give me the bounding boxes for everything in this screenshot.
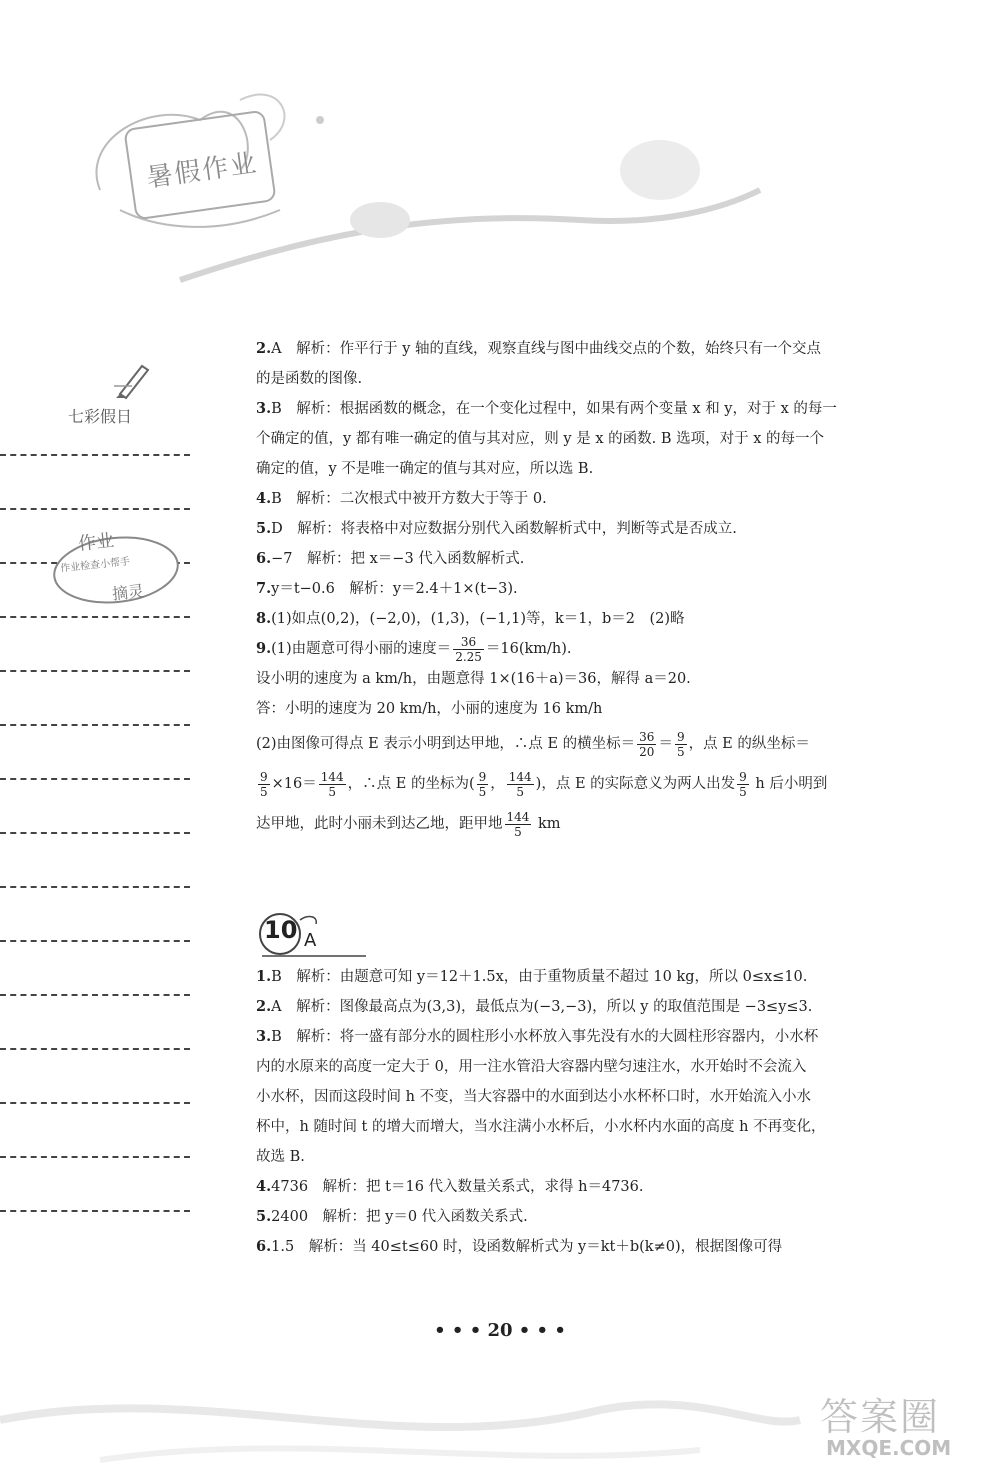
answer-item <box>256 514 896 544</box>
answer-text: 1.5 解析：当 40≤t≤60 时，设函数解析式为 y＝kt＋b(k≠0)，根据图像可得 <box>271 1239 783 1255</box>
answer-item <box>256 1172 896 1202</box>
stamp-extra: 摘灵 <box>111 581 146 604</box>
answer-number: 3. <box>256 400 272 417</box>
pen-icon <box>112 360 154 400</box>
watermark-url: MXQE.COM <box>826 1436 952 1460</box>
answer-number: 4. <box>256 1178 272 1195</box>
answer-number: 6. <box>256 550 272 567</box>
answer-text: −7 解析：把 x＝−3 代入函数解析式. <box>271 551 525 567</box>
answer-continuation: 故选 B. <box>256 1149 305 1165</box>
answer-item <box>256 544 896 574</box>
answer-text: 2400 解析：把 y＝0 代入函数关系式. <box>271 1209 528 1225</box>
fraction: $\frac{9}{5}$ <box>676 729 685 759</box>
answer-number: 6. <box>256 1238 272 1255</box>
q9-line4a: (2)由图像可得点 E 表示小明到达甲地，∴点 E 的横坐标＝ <box>256 736 636 752</box>
q9-number: 9. <box>256 640 272 657</box>
answer-number: 2. <box>256 998 272 1015</box>
answer-continuation: 个确定的值，y 都有唯一确定的值与其对应，则 y 是 x 的函数. B 选项，对于 x 的每一个 <box>256 431 824 447</box>
answer-text: A 解析：作平行于 y 轴的直线，观察直线与图中曲线交点的个数，始终只有一个交点 <box>271 341 822 357</box>
answer-number: 4. <box>256 490 272 507</box>
answer-text: B 解析：将一盛有部分水的圆柱形小水杯放入事先没有水的大圆柱形容器内，小水杯 <box>271 1029 819 1045</box>
answer-text: (1)如点(0,2)，(−2,0)，(1,3)，(−1,1)等，k＝1，b＝2 (2)略 <box>271 611 685 627</box>
answer-text: B 解析：由题意可知 y＝12＋1.5x，由于重物质量不超过 10 kg，所以 0≤x≤10. <box>271 969 808 985</box>
answer-text: B 解析：根据函数的概念，在一个变化过程中，如果有两个变量 x 和 y，对于 x 的每一 <box>271 401 837 417</box>
answer-item <box>256 1022 896 1052</box>
answer-item <box>256 962 896 992</box>
answer-text: y＝t−0.6 解析：y＝2.4＋1×(t−3). <box>271 581 518 597</box>
answer-item <box>256 1232 896 1262</box>
q9-line1a: (1)由题意可得小丽的速度＝ <box>271 641 452 657</box>
header-title: 暑假作业 <box>144 148 260 194</box>
answer-item <box>256 604 896 634</box>
fraction: $\frac{9}{5}$ <box>739 769 747 799</box>
section-number: 10 <box>264 916 298 944</box>
q9-line2: 设小明的速度为 a km/h，由题意得 1×(16＋a)＝36，解得 a＝20. <box>256 671 691 687</box>
q9-line6a: 达甲地，此时小丽未到达乙地，距甲地 <box>256 816 503 832</box>
answer-number: 8. <box>256 610 272 627</box>
answer-continuation: 内的水原来的高度一定大于 0，用一注水管沿大容器内壁匀速注水，水开始时不会流入 <box>256 1059 807 1075</box>
fraction: $\frac{144}{5}$ <box>508 769 532 799</box>
answer-item <box>256 334 896 364</box>
watermark-logo: 答案圈 <box>820 1395 941 1439</box>
fraction: $\frac{9}{5}$ <box>260 769 268 799</box>
fraction: $\frac{36}{20}$ <box>639 729 655 759</box>
answer-number: 5. <box>256 520 272 537</box>
section-letter: A <box>304 930 317 951</box>
answer-item <box>256 992 896 1022</box>
q9-line1b: ＝16(km/h). <box>485 641 572 657</box>
answer-number: 3. <box>256 1028 272 1045</box>
fraction: $\frac{144}{5}$ <box>320 769 344 799</box>
answer-number: 1. <box>256 968 272 985</box>
answer-text: 4736 解析：把 t＝16 代入数量关系式，求得 h＝4736. <box>271 1179 644 1195</box>
answer-item <box>256 1202 896 1232</box>
answer-text: B 解析：二次根式中被开方数大于等于 0. <box>271 491 547 507</box>
answer-item <box>256 574 896 604</box>
fraction: $\frac{9}{5}$ <box>478 769 487 799</box>
q9-line4c: ，点 E 的纵坐标＝ <box>688 736 810 752</box>
stamp-subtitle: 作业检查小帮手 <box>59 556 131 575</box>
answer-section-2 <box>256 962 896 1262</box>
answer-item <box>256 394 896 424</box>
answer-section-1 <box>256 334 896 844</box>
answer-continuation: 确定的值，y 不是唯一确定的值与其对应，所以选 B. <box>256 461 594 477</box>
answer-continuation: 杯中，h 随时间 t 的增大而增大，当水注满小水杯后，小水杯内水面的高度 h 不再变化， <box>256 1119 826 1135</box>
answer-text: A 解析：图像最高点为(3,3)，最低点为(−3,−3)，所以 y 的取值范围是 −3≤y≤3. <box>271 999 813 1015</box>
fraction: $\frac{144}{5}$ <box>506 809 530 839</box>
answer-continuation: 的是函数的图像. <box>256 371 363 387</box>
fraction: $\frac{36}{2.25}$ <box>455 634 482 664</box>
question-9: 9.(1)由题意可得小丽的速度＝ $\frac{36}{2.25}$ ＝16(km/h). 设小明的速度为 a km/h，由题意得 1×(16＋a)＝36，解得 a＝20. 答：小明的速度为 20 km/h，小丽的速度为 16 km/h (2)由图像可得点 E 表示小明到达甲地，∴点 E 的横坐标＝ $\frac{36}{20}$ ＝ $\frac{9}{5}$ ，点 E 的纵坐标＝ $\frac{9}{5}$ ×16＝ $\frac{144}{5}$ ，∴点 E 的坐标为( $\frac{9}{5}$ ， $\frac{144}{5}$ )，点 E 的实际意义为两人出发 $\frac{9}{5}$ h 后小明到 达甲地，此时小丽未到达乙地，距甲地 $\frac{144}{5}$ km <box>256 634 896 844</box>
answer-text: D 解析：将表格中对应数据分别代入函数解析式中，判断等式是否成立. <box>271 521 737 537</box>
answer-item <box>256 484 896 514</box>
answer-number: 2. <box>256 340 272 357</box>
answer-number: 5. <box>256 1208 272 1225</box>
sidebar-label: 七彩假日 <box>68 407 133 426</box>
stamp-title: 作业 <box>77 530 116 555</box>
q9-line3: 答：小明的速度为 20 km/h，小丽的速度为 16 km/h <box>256 701 603 717</box>
answer-continuation: 小水杯，因而这段时间 h 不变，当大容器中的水面到达小水杯杯口时，水开始流入小水 <box>256 1089 812 1105</box>
page-number: • • • 20 • • • <box>434 1320 566 1341</box>
answer-number: 7. <box>256 580 272 597</box>
